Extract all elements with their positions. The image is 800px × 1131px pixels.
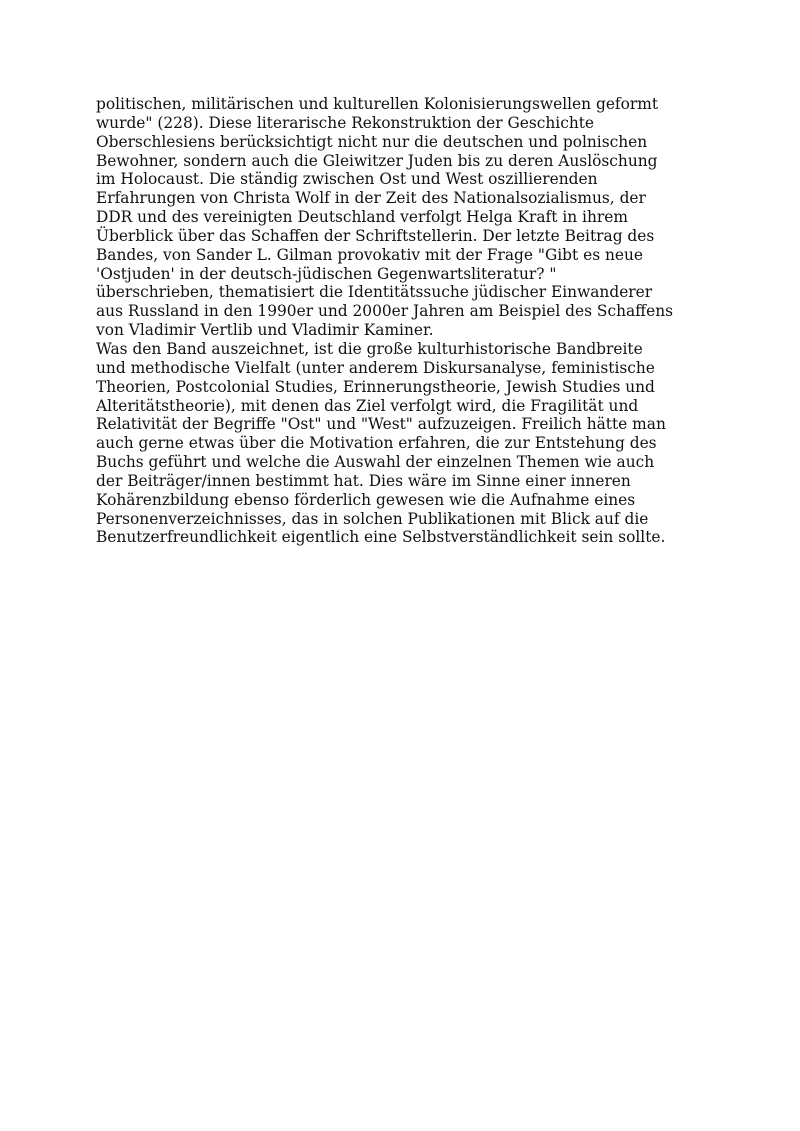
text-line: von Vladimir Vertlib und Vladimir Kaminer. — [96, 321, 434, 340]
text-line: Theorien, Postcolonial Studies, Erinnerungstheorie, Jewish Studies und — [96, 377, 655, 396]
text-line: DDR und des vereinigten Deutschland verfolgt Helga Kraft in ihrem — [96, 208, 628, 227]
text-line: überschrieben, thematisiert die Identitätssuche jüdischer Einwanderer — [96, 283, 653, 302]
text-line: Personenverzeichnisses, das in solchen Publikationen mit Blick auf die — [96, 509, 649, 528]
text-line: Überblick über das Schaffen der Schriftstellerin. Der letzte Beitrag des — [96, 226, 655, 245]
text-line: Was den Band auszeichnet, ist die große kulturhistorische Bandbreite — [96, 339, 643, 358]
text-line: Oberschlesiens berücksichtigt nicht nur die deutschen und polnischen — [96, 132, 648, 151]
text-line: Bewohner, sondern auch die Gleiwitzer Juden bis zu deren Auslöschung — [96, 151, 658, 170]
text-line: politischen, militärischen und kulturellen Kolonisierungswellen geformt — [96, 95, 659, 113]
text-line: Benutzerfreundlichkeit eigentlich eine Selbstverständlichkeit sein sollte. — [96, 528, 666, 547]
text-line: 'Ostjuden' in der deutsch-jüdischen Gegenwartsliteratur? " — [96, 264, 557, 283]
text-line: wurde" (228). Diese literarische Rekonstruktion der Geschichte — [96, 113, 595, 132]
text-line: Buchs geführt und welche die Auswahl der einzelnen Themen wie auch — [96, 453, 655, 472]
text-line: aus Russland in den 1990er und 2000er Jahren am Beispiel des Schaffens — [96, 302, 674, 321]
text-line: Kohärenzbildung ebenso förderlich gewesen wie die Aufnahme eines — [96, 490, 636, 509]
text-line: Bandes, von Sander L. Gilman provokativ mit der Frage "Gibt es neue — [96, 245, 644, 264]
text-line: der Beiträger/innen bestimmt hat. Dies wäre im Sinne einer inneren — [96, 471, 631, 490]
text-line: im Holocaust. Die ständig zwischen Ost und West oszillierenden — [96, 170, 598, 189]
text-line: Erfahrungen von Christa Wolf in der Zeit des Nationalsozialismus, der — [96, 189, 646, 208]
review-text-body — [96, 95, 716, 547]
text-line: Alteritätstheorie), mit denen das Ziel verfolgt wird, die Fragilität und — [96, 396, 639, 415]
text-line: auch gerne etwas über die Motivation erfahren, die zur Entstehung des — [96, 434, 657, 453]
text-line: und methodische Vielfalt (unter anderem Diskursanalyse, feministische — [96, 358, 655, 377]
text-line: Relativität der Begriffe "Ost" und "West" aufzuzeigen. Freilich hätte man — [96, 415, 666, 434]
